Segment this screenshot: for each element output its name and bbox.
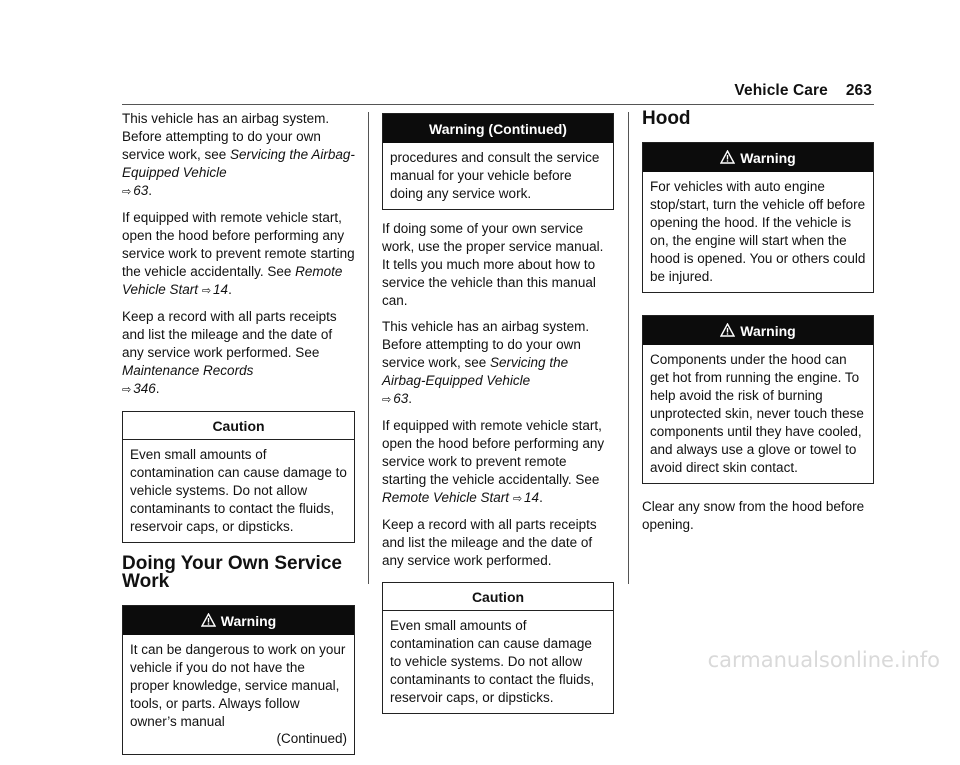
paragraph: If doing some of your own service work, use the proper service manual. It tells you much more about how to service the vehicle than this manual can. xyxy=(382,221,604,308)
section-heading: Doing Your Own Service Work xyxy=(122,553,342,592)
cross-reference-link[interactable]: Maintenance Records xyxy=(122,363,254,378)
warning-body: It can be dangerous to work on your vehicle if you do not have the proper knowledge, service manual, tools, or parts. Always follow owner’s manual xyxy=(130,642,346,729)
warning-title: Warning xyxy=(740,323,796,339)
paragraph: Keep a record with all parts receipts and list the mileage and the date of any service work performed. See Maintenance Records ⇨ 346. xyxy=(122,309,337,396)
column-1 xyxy=(122,110,355,765)
paragraph: This vehicle has an airbag system. Before attempting to do your own service work, see Servicing the Airbag-Equipped Vehicle ⇨ 63. xyxy=(122,111,355,198)
warning-triangle-icon xyxy=(201,613,216,627)
section-heading: Hood xyxy=(642,108,691,129)
caution-box xyxy=(122,411,355,543)
warning-box xyxy=(642,315,874,484)
paragraph: This vehicle has an airbag system. Before attempting to do your own service work, see Servicing the Airbag-Equipped Vehicle ⇨ 63. xyxy=(382,319,590,406)
warning-body: Components under the hood can get hot from running the engine. To help avoid the risk of burning unprotected skin, never touch these components until they have cooled, and always use a glove or towel to avoid direct skin contact. xyxy=(650,352,864,475)
continued-label: (Continued) xyxy=(276,731,347,746)
header-rule xyxy=(122,104,874,105)
warning-box xyxy=(642,142,874,293)
page-reference[interactable]: 63 xyxy=(393,391,409,406)
warning-box xyxy=(122,605,355,755)
page-reference[interactable]: 14 xyxy=(213,282,229,297)
paragraph: If equipped with remote vehicle start, open the hood before performing any service work to prevent remote starting the vehicle accidentally. See Remote Vehicle Start ⇨ 14. xyxy=(382,418,605,505)
cross-reference-link[interactable]: Servicing the Airbag-Equipped Vehicle xyxy=(122,147,355,180)
caution-title: Caution xyxy=(383,583,613,611)
page-reference[interactable]: 63 xyxy=(133,183,149,198)
paragraph: Clear any snow from the hood before opening. xyxy=(642,499,865,532)
warning-title: Warning xyxy=(220,613,277,629)
column-3 xyxy=(642,110,874,542)
caution-box xyxy=(382,582,614,714)
page-ref-icon: ⇨ xyxy=(122,384,132,396)
page-number: 263 xyxy=(845,82,872,99)
caution-body: Even small amounts of contamination can cause damage to vehicle systems. Do not allow contaminants to contact the fluids, reservoir caps, or dipsticks. xyxy=(390,618,595,705)
page-ref-icon: ⇨ xyxy=(122,186,132,198)
page-reference[interactable]: 346 xyxy=(133,381,156,396)
column-divider xyxy=(628,112,629,584)
page-ref-icon: ⇨ xyxy=(382,394,392,406)
warning-triangle-icon xyxy=(720,323,735,337)
page-ref-icon: ⇨ xyxy=(201,285,212,297)
warning-triangle-icon xyxy=(720,150,735,164)
warning-title: Warning xyxy=(740,150,796,166)
warning-body: procedures and consult the service manual for your vehicle before doing any service work. xyxy=(390,150,600,201)
column-2 xyxy=(382,110,614,724)
cross-reference-link[interactable]: Remote Vehicle Start xyxy=(382,490,510,505)
section-title: Vehicle Care xyxy=(734,82,828,99)
caution-title: Caution xyxy=(123,412,354,440)
watermark: carmanualsonline.info xyxy=(707,648,940,672)
cross-reference-link[interactable]: Servicing the Airbag-Equipped Vehicle xyxy=(382,355,569,388)
cross-reference-link[interactable]: Remote Vehicle Start xyxy=(122,264,343,297)
page-reference[interactable]: 14 xyxy=(524,490,540,505)
page-ref-icon: ⇨ xyxy=(512,493,523,505)
column-divider xyxy=(368,112,369,584)
paragraph: Keep a record with all parts receipts and list the mileage and the date of any service work performed. xyxy=(382,517,597,568)
warning-title: Warning (Continued) xyxy=(383,114,613,143)
caution-body: Even small amounts of contamination can cause damage to vehicle systems. Do not allow contaminants to contact the fluids, reservoir caps, or dipsticks. xyxy=(130,447,347,534)
page-header xyxy=(734,82,872,100)
paragraph: If equipped with remote vehicle start, open the hood before performing any service work to prevent remote starting the vehicle accidentally. See Remote Vehicle Start ⇨ 14. xyxy=(122,210,355,297)
warning-box-continued xyxy=(382,113,614,210)
warning-body: For vehicles with auto engine stop/start, turn the vehicle off before opening the hood. If the vehicle is on, the engine will start when the hood is opened. You or others could be injured. xyxy=(650,179,866,284)
